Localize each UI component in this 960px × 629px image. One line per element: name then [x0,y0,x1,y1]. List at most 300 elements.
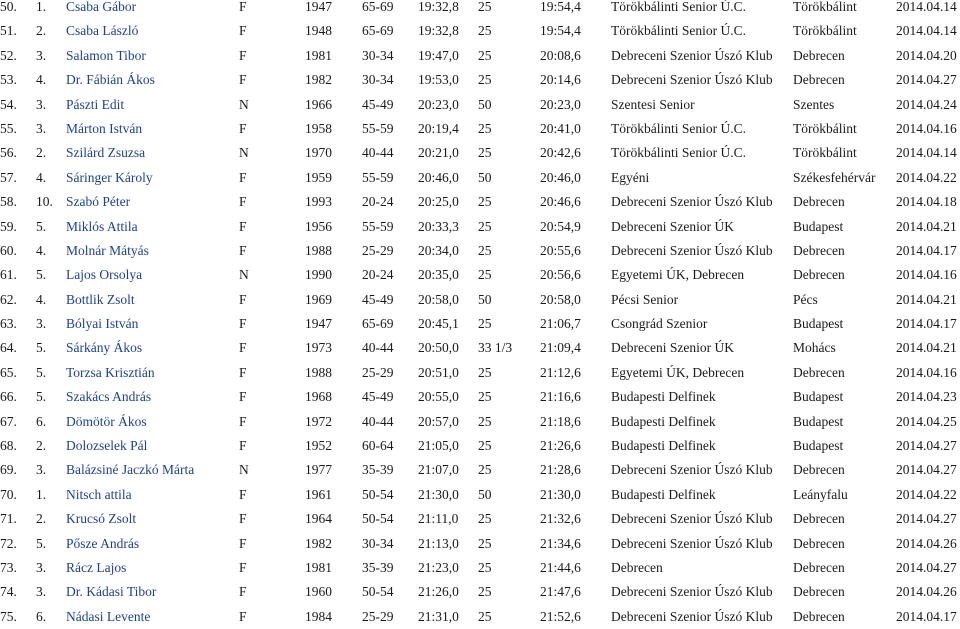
cell-age: 55-59 [362,169,394,185]
cell-club: Törökbálinti Senior Ú.C. [611,145,746,161]
cell-total: 21:34,6 [540,535,581,551]
cell-name: Sáringer Károly [66,169,153,185]
cell-rank: 61. [0,267,17,283]
table-row [0,507,960,531]
table-row [0,288,960,312]
cell-name: Bottlik Zsolt [66,291,135,307]
cell-year: 1958 [305,120,332,136]
cell-city: Budapest [793,438,844,454]
cell-age: 30-34 [362,535,394,551]
cell-dist: 25 [478,120,492,136]
cell-dist: 50 [478,486,492,502]
table-row [0,166,960,190]
cell-rank: 73. [0,559,17,575]
cell-rank: 59. [0,218,17,234]
cell-year: 1959 [305,169,332,185]
cell-total: 21:09,4 [540,340,581,356]
cell-total: 21:32,6 [540,511,581,527]
cell-year: 1988 [305,364,332,380]
cell-total: 20:56,6 [540,267,581,283]
cell-club: Debreceni Szenior Úszó Klub [611,462,773,478]
cell-year: 1964 [305,511,332,527]
cell-age: 40-44 [362,340,394,356]
cell-age: 25-29 [362,242,394,258]
cell-dist: 50 [478,96,492,112]
table-row [0,0,960,19]
table-row [0,434,960,458]
cell-club: Törökbálinti Senior Ú.C. [611,0,746,14]
cell-dist: 25 [478,535,492,551]
cell-sub: 3. [36,96,47,112]
cell-city: Budapest [793,413,844,429]
cell-city: Budapest [793,316,844,332]
cell-date: 2014.04.25 [896,413,957,429]
cell-sub: 2. [36,438,47,454]
cell-city: Törökbálint [793,0,857,14]
cell-age: 30-34 [362,72,394,88]
cell-date: 2014.04.14 [896,0,957,14]
cell-sub: 5. [36,364,47,380]
cell-sub: 2. [36,511,47,527]
cell-year: 1993 [305,194,332,210]
cell-rank: 56. [0,145,17,161]
table-row [0,483,960,507]
cell-age: 50-54 [362,511,394,527]
cell-sub: 3. [36,584,47,600]
table-row [0,141,960,165]
cell-club: Budapesti Delfinek [611,413,716,429]
cell-time: 20:51,0 [418,364,459,380]
cell-total: 20:41,0 [540,120,581,136]
cell-time: 19:32,8 [418,23,459,39]
cell-name: Rácz Lajos [66,559,127,575]
cell-city: Törökbálint [793,120,857,136]
cell-sex: F [239,438,247,454]
cell-total: 21:28,6 [540,462,581,478]
cell-total: 20:58,0 [540,291,581,307]
cell-age: 35-39 [362,559,394,575]
cell-sex: F [239,47,247,63]
cell-time: 21:13,0 [418,535,459,551]
cell-dist: 25 [478,23,492,39]
cell-city: Törökbálint [793,23,857,39]
cell-age: 65-69 [362,23,394,39]
cell-rank: 72. [0,535,17,551]
table-row [0,215,960,239]
cell-sub: 2. [36,23,47,39]
cell-name: Salamon Tibor [66,47,146,63]
cell-total: 21:06,7 [540,316,581,332]
cell-date: 2014.04.17 [896,608,957,624]
cell-sub: 3. [36,462,47,478]
cell-age: 55-59 [362,120,394,136]
cell-date: 2014.04.27 [896,438,957,454]
cell-date: 2014.04.27 [896,511,957,527]
cell-club: Budapesti Delfinek [611,438,716,454]
cell-sex: F [239,559,247,575]
cell-city: Szentes [793,96,835,112]
table-row [0,263,960,287]
cell-club: Egyéni [611,169,650,185]
cell-rank: 58. [0,194,17,210]
cell-city: Debrecen [793,242,845,258]
cell-name: Csaba László [66,23,139,39]
cell-total: 21:52,6 [540,608,581,624]
cell-age: 45-49 [362,96,394,112]
cell-dist: 25 [478,242,492,258]
cell-total: 20:14,6 [540,72,581,88]
cell-date: 2014.04.22 [896,169,957,185]
table-row [0,556,960,580]
cell-club: Csongrád Szenior [611,316,708,332]
cell-sub: 5. [36,340,47,356]
cell-city: Leányfalu [793,486,848,502]
cell-dist: 25 [478,47,492,63]
cell-sex: F [239,291,247,307]
cell-club: Debreceni Szenior ÚK [611,218,734,234]
cell-sub: 4. [36,242,47,258]
cell-dist: 33 1/3 [478,340,513,356]
cell-total: 20:55,6 [540,242,581,258]
cell-age: 35-39 [362,462,394,478]
cell-club: Debreceni Szenior Úszó Klub [611,242,773,258]
cell-age: 30-34 [362,47,394,63]
cell-year: 1948 [305,23,332,39]
cell-date: 2014.04.27 [896,462,957,478]
cell-sex: N [239,96,249,112]
cell-year: 1984 [305,608,332,624]
table-row [0,68,960,92]
table-row [0,44,960,68]
cell-sub: 3. [36,120,47,136]
cell-sub: 3. [36,559,47,575]
cell-total: 21:16,6 [540,389,581,405]
cell-time: 20:33,3 [418,218,459,234]
cell-name: Csaba Gábor [66,0,137,14]
cell-city: Debrecen [793,194,845,210]
cell-sub: 5. [36,389,47,405]
cell-city: Debrecen [793,47,845,63]
cell-time: 19:53,0 [418,72,459,88]
table-row [0,385,960,409]
cell-city: Budapest [793,218,844,234]
cell-date: 2014.04.26 [896,584,957,600]
cell-year: 1982 [305,535,332,551]
cell-dist: 25 [478,462,492,478]
table-row [0,239,960,263]
cell-sex: F [239,584,247,600]
table-row [0,532,960,556]
cell-age: 65-69 [362,316,394,332]
cell-total: 20:08,6 [540,47,581,63]
cell-rank: 51. [0,23,17,39]
cell-sub: 6. [36,608,47,624]
cell-club: Pécsi Senior [611,291,679,307]
cell-total: 19:54,4 [540,23,581,39]
cell-time: 19:32,8 [418,0,459,14]
cell-date: 2014.04.17 [896,316,957,332]
cell-rank: 54. [0,96,17,112]
cell-club: Egyetemi ÚK, Debrecen [611,267,745,283]
cell-name: Dr. Kádasi Tibor [66,584,157,600]
cell-rank: 50. [0,0,17,14]
table-row [0,605,960,629]
cell-year: 1990 [305,267,332,283]
cell-date: 2014.04.21 [896,218,957,234]
cell-sex: F [239,0,247,14]
cell-sex: F [239,364,247,380]
cell-city: Debrecen [793,511,845,527]
cell-city: Debrecen [793,584,845,600]
cell-time: 20:21,0 [418,145,459,161]
cell-time: 20:58,0 [418,291,459,307]
cell-dist: 25 [478,267,492,283]
cell-club: Debreceni Szenior Úszó Klub [611,608,773,624]
cell-city: Budapest [793,389,844,405]
cell-club: Debreceni Szenior Úszó Klub [611,72,773,88]
cell-time: 20:25,0 [418,194,459,210]
table-row [0,190,960,214]
cell-sex: F [239,511,247,527]
cell-total: 20:46,0 [540,169,581,185]
cell-age: 25-29 [362,608,394,624]
cell-year: 1981 [305,47,332,63]
cell-name: Bólyai István [66,316,139,332]
cell-rank: 71. [0,511,17,527]
cell-age: 65-69 [362,0,394,14]
cell-time: 20:57,0 [418,413,459,429]
cell-sub: 5. [36,535,47,551]
cell-city: Székesfehérvár [793,169,876,185]
cell-date: 2014.04.20 [896,47,957,63]
table-row [0,93,960,117]
cell-age: 20-24 [362,267,394,283]
cell-name: Szilárd Zsuzsa [66,145,146,161]
cell-date: 2014.04.21 [896,340,957,356]
cell-rank: 57. [0,169,17,185]
table-row [0,361,960,385]
cell-date: 2014.04.23 [896,389,957,405]
cell-city: Debrecen [793,72,845,88]
cell-date: 2014.04.24 [896,96,957,112]
cell-date: 2014.04.16 [896,267,957,283]
cell-time: 20:23,0 [418,96,459,112]
cell-year: 1956 [305,218,332,234]
cell-date: 2014.04.26 [896,535,957,551]
cell-date: 2014.04.18 [896,194,957,210]
cell-club: Törökbálinti Senior Ú.C. [611,23,746,39]
cell-dist: 25 [478,413,492,429]
cell-year: 1947 [305,316,332,332]
cell-sex: F [239,316,247,332]
cell-total: 20:23,0 [540,96,581,112]
cell-sex: F [239,120,247,136]
cell-club: Debreceni Szenior Úszó Klub [611,47,773,63]
cell-time: 19:47,0 [418,47,459,63]
cell-year: 1947 [305,0,332,14]
cell-name: Molnár Mátyás [66,242,149,258]
cell-year: 1952 [305,438,332,454]
cell-city: Pécs [793,291,818,307]
cell-year: 1970 [305,145,332,161]
cell-club: Budapesti Delfinek [611,486,716,502]
cell-city: Debrecen [793,267,845,283]
cell-year: 1981 [305,559,332,575]
cell-age: 45-49 [362,389,394,405]
cell-time: 21:23,0 [418,559,459,575]
cell-date: 2014.04.14 [896,23,957,39]
cell-time: 20:55,0 [418,389,459,405]
cell-rank: 74. [0,584,17,600]
table-row [0,458,960,482]
cell-age: 25-29 [362,364,394,380]
cell-name: Nádasi Levente [66,608,151,624]
cell-time: 20:35,0 [418,267,459,283]
cell-sex: F [239,486,247,502]
cell-sex: F [239,340,247,356]
cell-sub: 5. [36,267,47,283]
cell-dist: 25 [478,559,492,575]
cell-rank: 75. [0,608,17,624]
cell-sex: F [239,23,247,39]
cell-time: 20:19,4 [418,120,459,136]
cell-time: 21:31,0 [418,608,459,624]
cell-date: 2014.04.27 [896,559,957,575]
cell-dist: 25 [478,584,492,600]
cell-total: 21:26,6 [540,438,581,454]
cell-name: Dolozselek Pál [66,438,148,454]
cell-club: Egyetemi ÚK, Debrecen [611,364,745,380]
cell-rank: 65. [0,364,17,380]
cell-year: 1988 [305,242,332,258]
cell-age: 60-64 [362,438,394,454]
cell-age: 20-24 [362,194,394,210]
cell-date: 2014.04.17 [896,242,957,258]
cell-name: Dr. Fábián Ákos [66,72,155,88]
cell-total: 19:54,4 [540,0,581,14]
cell-name: Szakács András [66,389,152,405]
cell-rank: 55. [0,120,17,136]
cell-club: Szentesi Senior [611,96,695,112]
cell-name: Krucsó Zsolt [66,511,137,527]
cell-year: 1982 [305,72,332,88]
cell-city: Debrecen [793,559,845,575]
cell-dist: 25 [478,0,492,14]
cell-club: Debreceni Szenior Úszó Klub [611,584,773,600]
cell-total: 21:30,0 [540,486,581,502]
cell-name: Pősze András [66,535,140,551]
cell-name: Balázsiné Jaczkó Márta [66,462,195,478]
cell-city: Debrecen [793,462,845,478]
cell-time: 20:46,0 [418,169,459,185]
cell-date: 2014.04.21 [896,291,957,307]
table-row [0,117,960,141]
cell-club: Debreceni Szenior Úszó Klub [611,535,773,551]
cell-sub: 3. [36,316,47,332]
cell-sex: F [239,389,247,405]
cell-year: 1977 [305,462,332,478]
cell-rank: 69. [0,462,17,478]
cell-time: 21:26,0 [418,584,459,600]
cell-club: Debrecen [611,559,663,575]
cell-dist: 25 [478,364,492,380]
cell-name: Pászti Edit [66,96,125,112]
cell-date: 2014.04.16 [896,364,957,380]
cell-name: Miklós Attila [66,218,138,234]
cell-total: 20:46,6 [540,194,581,210]
cell-name: Dömötör Ákos [66,413,147,429]
cell-sub: 4. [36,169,47,185]
cell-dist: 25 [478,511,492,527]
cell-dist: 25 [478,316,492,332]
cell-sub: 4. [36,72,47,88]
cell-club: Törökbálinti Senior Ú.C. [611,120,746,136]
cell-name: Márton István [66,120,143,136]
cell-year: 1960 [305,584,332,600]
cell-dist: 25 [478,72,492,88]
cell-rank: 67. [0,413,17,429]
cell-age: 40-44 [362,145,394,161]
table-row [0,580,960,604]
cell-city: Debrecen [793,535,845,551]
cell-rank: 60. [0,242,17,258]
table-row [0,336,960,360]
cell-name: Sárkány Ákos [66,340,143,356]
cell-dist: 50 [478,291,492,307]
cell-rank: 70. [0,486,17,502]
cell-sex: F [239,169,247,185]
cell-sex: N [239,462,249,478]
cell-total: 21:47,6 [540,584,581,600]
cell-dist: 25 [478,218,492,234]
cell-year: 1969 [305,291,332,307]
cell-name: Torzsa Krisztián [66,364,155,380]
cell-total: 21:18,6 [540,413,581,429]
cell-dist: 25 [478,438,492,454]
cell-dist: 25 [478,389,492,405]
cell-year: 1968 [305,389,332,405]
cell-date: 2014.04.22 [896,486,957,502]
cell-age: 45-49 [362,291,394,307]
cell-sub: 5. [36,218,47,234]
cell-sub: 1. [36,486,47,502]
cell-total: 21:44,6 [540,559,581,575]
cell-sex: F [239,194,247,210]
cell-rank: 63. [0,316,17,332]
cell-age: 50-54 [362,584,394,600]
table-row [0,19,960,43]
cell-rank: 66. [0,389,17,405]
cell-dist: 25 [478,145,492,161]
cell-rank: 53. [0,72,17,88]
cell-time: 21:11,0 [418,511,459,527]
cell-year: 1966 [305,96,332,112]
cell-sub: 10. [36,194,53,210]
cell-club: Debreceni Szenior Úszó Klub [611,511,773,527]
cell-rank: 52. [0,47,17,63]
cell-sex: N [239,145,249,161]
cell-sex: F [239,242,247,258]
table-row [0,410,960,434]
cell-date: 2014.04.27 [896,72,957,88]
cell-age: 40-44 [362,413,394,429]
cell-name: Lajos Orsolya [66,267,143,283]
cell-total: 21:12,6 [540,364,581,380]
cell-total: 20:42,6 [540,145,581,161]
cell-dist: 25 [478,608,492,624]
cell-sub: 2. [36,145,47,161]
cell-name: Nitsch attila [66,486,132,502]
